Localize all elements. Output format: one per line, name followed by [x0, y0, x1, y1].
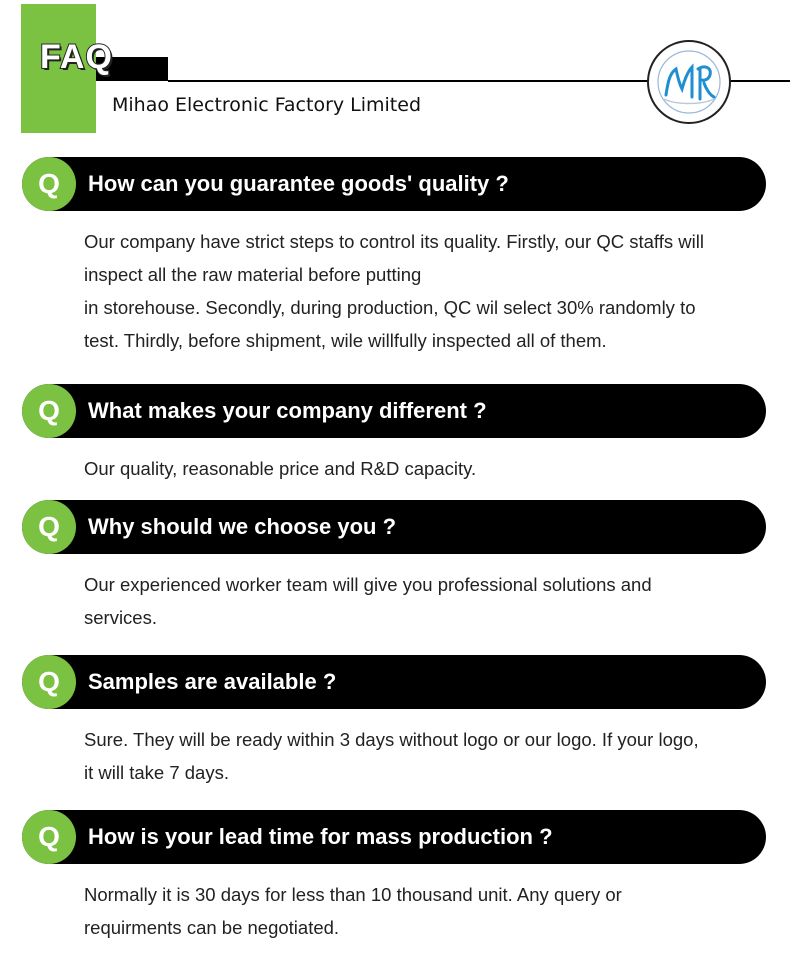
question-text: Samples are available ?	[88, 669, 337, 694]
answer-line: Our quality, reasonable price and R&D capacity.	[84, 458, 477, 479]
faq-header	[0, 0, 790, 140]
answer-line: in storehouse. Secondly, during production, QC wil select 30% randomly to	[84, 297, 696, 318]
answer-line: requirments can be negotiated.	[84, 917, 340, 938]
q-badge-icon: Q	[22, 500, 76, 554]
answer-text	[84, 723, 774, 789]
answer-text	[84, 878, 774, 944]
answer-line: test. Thirdly, before shipment, wile willfully inspected all of them.	[84, 330, 607, 351]
question-text: Why should we choose you ?	[88, 514, 397, 539]
answer-line: Our experienced worker team will give you professional solutions and	[84, 574, 652, 595]
q-badge-icon: Q	[22, 384, 76, 438]
q-badge-icon: Q	[22, 157, 76, 211]
answer-line: Our company have strict steps to control its quality. Firstly, our QC staffs will	[84, 231, 704, 252]
answer-text	[84, 225, 774, 357]
answer-line: services.	[84, 607, 157, 628]
question-text: How is your lead time for mass production ?	[88, 824, 553, 849]
question-text: How can you guarantee goods' quality ?	[88, 171, 509, 196]
answer-line: Sure. They will be ready within 3 days without logo or our logo. If your logo,	[84, 729, 699, 750]
answer-text	[84, 568, 774, 634]
page-title: FAQ	[40, 38, 113, 76]
answer-line: it will take 7 days.	[84, 762, 229, 783]
q-badge-icon: Q	[22, 655, 76, 709]
answer-text	[84, 452, 774, 485]
company-name: Mihao Electronic Factory Limited	[112, 94, 422, 116]
company-logo	[646, 39, 732, 125]
q-badge-icon: Q	[22, 810, 76, 864]
answer-line: Normally it is 30 days for less than 10 thousand unit. Any query or	[84, 884, 622, 905]
question-text: What makes your company different ?	[88, 398, 487, 423]
answer-line: inspect all the raw material before putting	[84, 264, 422, 285]
